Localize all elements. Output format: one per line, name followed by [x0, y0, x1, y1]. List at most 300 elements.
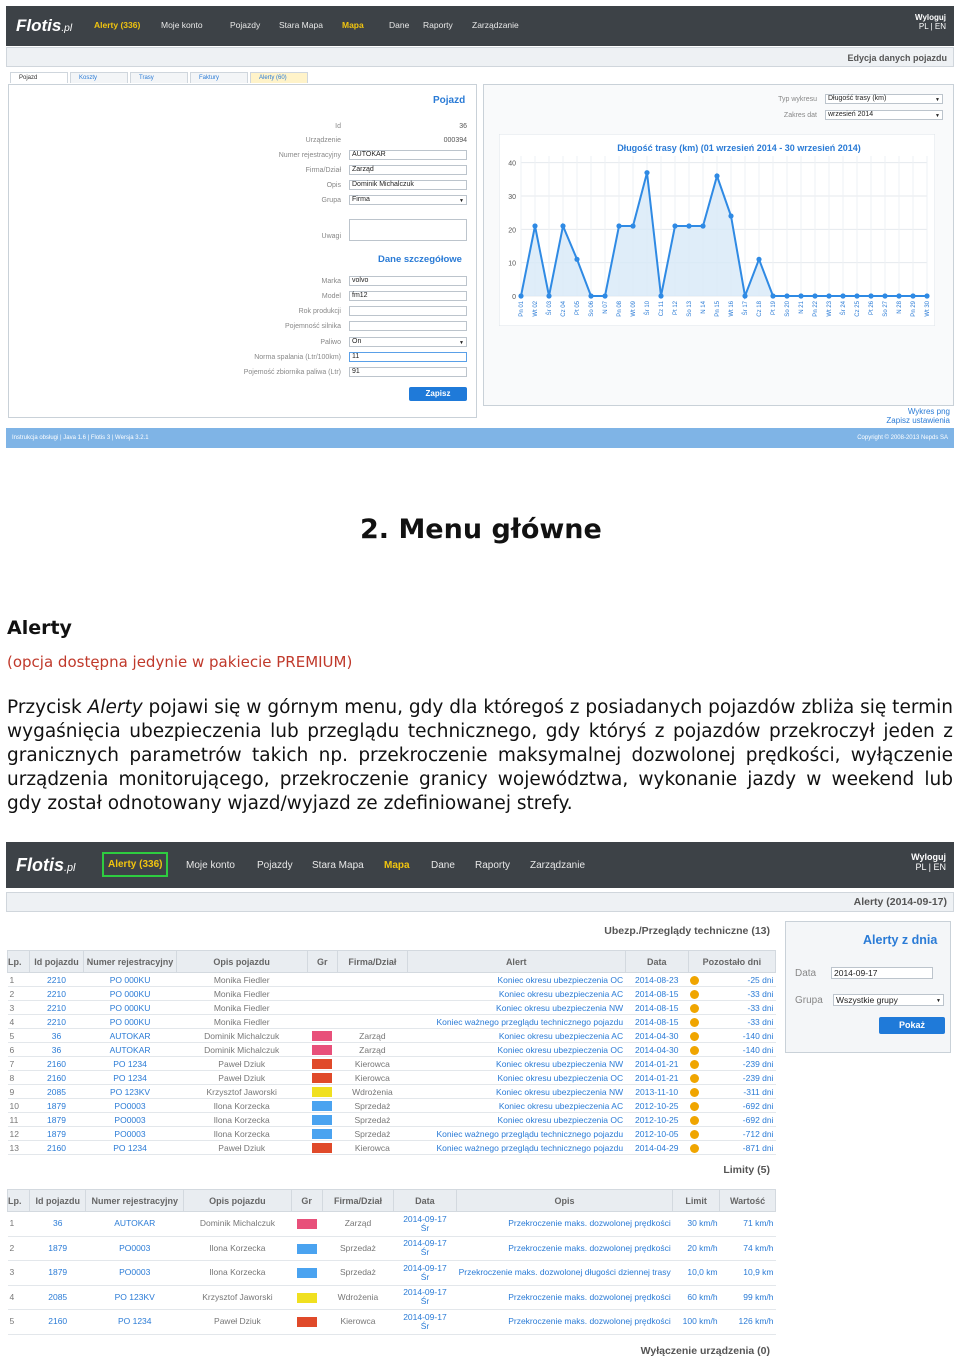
limit-header-wartosc[interactable]: Wartość — [720, 1190, 776, 1212]
cell-reg[interactable]: PO 000KU — [84, 987, 177, 1001]
nav-item-bottom-dane[interactable]: Dane — [431, 860, 455, 871]
limits-table — [7, 1189, 776, 1335]
nav-item-bottom-mapa[interactable]: Mapa — [384, 860, 410, 871]
tab-alerty-60[interactable]: Alerty (60) — [250, 72, 308, 83]
cell-id[interactable]: 36 — [29, 1043, 83, 1057]
cell-data: 2012-10-25 — [625, 1113, 688, 1127]
group-color-swatch — [312, 1129, 332, 1139]
nav-item-raporty[interactable]: Raporty — [423, 20, 453, 30]
chart-type-select[interactable] — [825, 94, 943, 104]
detail-input-rok-produkcji[interactable] — [349, 306, 467, 316]
chart-type-label: Typ wykresu — [778, 96, 817, 103]
cell-reg[interactable]: PO 000KU — [84, 1001, 177, 1015]
cell-gr — [307, 1043, 338, 1057]
table-row[interactable] — [8, 1071, 776, 1085]
table-row[interactable] — [8, 1001, 776, 1015]
data-point[interactable] — [700, 223, 705, 228]
x-tick-label: Wt 30 — [925, 301, 931, 317]
chart-png-link[interactable]: Wykres png — [907, 407, 950, 416]
cell-dni — [688, 1043, 775, 1057]
cell-dni — [688, 1029, 775, 1043]
cell-lp: 2 — [8, 987, 30, 1001]
x-tick-label: Pn 01 — [519, 301, 525, 317]
limit-header-firma-dzial[interactable]: Firma/Dział — [322, 1190, 393, 1212]
logo-text: Flotis — [16, 16, 62, 35]
detail-label-pojemosc-zbiornika-paliwa-ltr: Pojemość zbiornika paliwa (Ltr) — [243, 369, 341, 376]
cell-dni — [688, 1099, 775, 1113]
cell-data: 2012-10-25 — [625, 1099, 688, 1113]
table-row[interactable] — [8, 1212, 776, 1237]
warning-dot-icon — [690, 990, 699, 999]
nav-item-pojazdy[interactable]: Pojazdy — [230, 20, 261, 30]
cell-opis: Monika Fiedler — [176, 973, 307, 987]
insp-header-firma-dzial[interactable]: Firma/Dział — [338, 951, 408, 973]
table-row[interactable] — [8, 1141, 776, 1155]
data-point[interactable] — [826, 293, 831, 298]
cell-id[interactable]: 2160 — [29, 1141, 83, 1155]
group-color-swatch — [297, 1244, 317, 1254]
y-tick-label: 0 — [512, 294, 516, 301]
table-row[interactable] — [8, 1285, 776, 1310]
cell-id[interactable]: 1879 — [29, 1113, 83, 1127]
cell-reg[interactable]: PO0003 — [84, 1113, 177, 1127]
x-tick-label: Pn 22 — [813, 301, 819, 317]
x-tick-label: Pt 26 — [869, 301, 875, 316]
para-alerty-italic: Alerty — [87, 697, 143, 718]
x-tick-label: Wt 23 — [827, 301, 833, 317]
data-point[interactable] — [546, 293, 551, 298]
cell-id[interactable]: 2210 — [29, 973, 83, 987]
data-point[interactable] — [742, 293, 747, 298]
nav-item-bottom-alerty-336[interactable]: Alerty (336) — [102, 852, 168, 877]
nav-item-bottom-pojazdy[interactable]: Pojazdy — [257, 860, 293, 871]
top-navbar — [6, 6, 954, 46]
limit-header-numer-rejestracyjny[interactable]: Numer rejestracyjny — [86, 1190, 184, 1212]
data-point[interactable] — [518, 293, 523, 298]
table-row[interactable] — [8, 1043, 776, 1057]
cell-lp: 4 — [8, 1015, 30, 1029]
data-point[interactable] — [756, 257, 761, 262]
cell-reg[interactable]: PO 1234 — [86, 1310, 184, 1335]
detail-value-pojemosc-zbiornika-paliwa-ltr: 91 — [352, 368, 360, 375]
insp-header-alert[interactable]: Alert — [407, 951, 625, 973]
cell-alert: Koniec okresu ubezpieczenia NW — [407, 1001, 625, 1015]
table-row[interactable] — [8, 1057, 776, 1071]
detail-label-norma-spalania-ltr-100km: Norma spalania (Ltr/100km) — [254, 354, 341, 361]
cell-limit: 10,0 km — [673, 1261, 720, 1286]
insp-header-gr[interactable]: Gr — [307, 951, 338, 973]
table-row[interactable] — [8, 1015, 776, 1029]
detail-label-paliwo: Paliwo — [320, 339, 341, 346]
alerts-subbar-title: Alerty (2014-09-17) — [853, 896, 947, 908]
cell-alert: Koniec okresu ubezpieczenia AC — [407, 1029, 625, 1043]
subbar-title: Edycja danych pojazdu — [847, 53, 947, 63]
cell-gr — [307, 1085, 338, 1099]
group-color-swatch — [297, 1317, 317, 1327]
data-point[interactable] — [602, 293, 607, 298]
cell-gr — [291, 1261, 322, 1286]
show-button[interactable]: Pokaż — [879, 1017, 945, 1034]
language-switch-bottom[interactable]: PL | EN — [915, 862, 946, 873]
limit-header-opis[interactable]: Opis — [456, 1190, 673, 1212]
cell-firma — [338, 1015, 408, 1029]
x-tick-label: So 06 — [589, 301, 595, 317]
cell-reg[interactable]: PO 123KV — [84, 1085, 177, 1099]
group-color-swatch — [297, 1268, 317, 1278]
table-row[interactable] — [8, 1085, 776, 1099]
table-row[interactable] — [8, 1113, 776, 1127]
field-label-firma-dzial: Firma/Dział — [305, 167, 341, 174]
limit-header-id-pojazdu[interactable]: Id pojazdu — [30, 1190, 86, 1212]
cell-alert: Koniec okresu ubezpieczenia AC — [407, 987, 625, 1001]
group-select-top-value: Firma — [352, 196, 370, 203]
notes-textarea[interactable] — [349, 219, 467, 241]
days-left: -871 dni — [742, 1142, 774, 1153]
section-heading: 2. Menu główne — [360, 514, 602, 545]
insp-header-data[interactable]: Data — [625, 951, 688, 973]
insp-header-numer-rejestracyjny[interactable]: Numer rejestracyjny — [84, 951, 177, 973]
table-row[interactable] — [8, 1099, 776, 1113]
tab-pojazd[interactable]: Pojazd — [10, 72, 68, 83]
detail-input-pojemnosc-silnika[interactable] — [349, 321, 467, 331]
data-point[interactable] — [630, 223, 635, 228]
detail-input-marka[interactable] — [349, 276, 467, 286]
footer-left-links[interactable]: Instrukcja obsługi | Java 1.6 | Flotis 3 | Wersja 3.2.1 — [12, 435, 149, 441]
cell-dni — [688, 1113, 775, 1127]
table-row[interactable] — [8, 973, 776, 987]
nav-item-bottom-moje-konto[interactable]: Moje konto — [186, 860, 235, 871]
cell-id[interactable]: 1879 — [30, 1261, 86, 1286]
cell-dni — [688, 1057, 775, 1071]
group-color-swatch — [312, 1059, 332, 1069]
days-left: -25 dni — [747, 974, 774, 985]
cell-data — [394, 1310, 457, 1335]
x-tick-label: N 14 — [701, 301, 707, 314]
field-input-value-opis: Dominik Michalczuk — [352, 181, 414, 188]
detail-label-marka: Marka — [321, 278, 341, 285]
alert-weekday: Śr — [420, 1222, 430, 1233]
cell-reg[interactable]: PO 1234 — [84, 1071, 177, 1085]
cell-id[interactable]: 1879 — [29, 1127, 83, 1141]
cell-data — [394, 1261, 457, 1286]
alert-weekday: Śr — [420, 1320, 430, 1331]
x-tick-label: Wt 02 — [533, 301, 539, 317]
x-tick-label: Cz 04 — [561, 301, 567, 317]
limit-header-limit[interactable]: Limit — [673, 1190, 720, 1212]
cell-firma — [338, 987, 408, 1001]
cell-reg[interactable]: AUTOKAR — [84, 1029, 177, 1043]
data-point[interactable] — [882, 293, 887, 298]
cell-data: 2014-04-30 — [625, 1029, 688, 1043]
top-footer — [6, 428, 954, 448]
warning-dot-icon — [690, 1004, 699, 1013]
nav-item-mapa[interactable]: Mapa — [342, 20, 364, 30]
cell-gr — [307, 1113, 338, 1127]
cell-reg[interactable]: PO0003 — [86, 1261, 184, 1286]
field-input-numer-rejestracyjny[interactable] — [349, 150, 467, 160]
limits-section-title: Limity (5) — [723, 1164, 770, 1176]
logo-text-bottom: Flotis — [16, 855, 64, 875]
x-tick-label: N 21 — [799, 301, 805, 314]
days-left: -33 dni — [747, 1002, 774, 1013]
side-panel-title: Alerty z dnia — [863, 933, 938, 947]
alert-date: 2014-09-17 — [403, 1311, 447, 1322]
cell-gr — [307, 1029, 338, 1043]
date-input[interactable] — [831, 967, 933, 979]
limit-header-gr[interactable]: Gr — [291, 1190, 322, 1212]
cell-gr — [291, 1236, 322, 1261]
nav-item-dane[interactable]: Dane — [389, 20, 410, 30]
cell-firma: Sprzedaż — [338, 1127, 408, 1141]
table-row[interactable] — [8, 1029, 776, 1043]
x-tick-label: Śr 03 — [547, 301, 553, 316]
days-left: -692 dni — [742, 1100, 774, 1111]
warning-dot-icon — [690, 1088, 699, 1097]
data-point[interactable] — [672, 223, 677, 228]
date-range-label: Zakres dat — [783, 112, 817, 119]
days-left: -311 dni — [743, 1086, 774, 1097]
cell-id[interactable]: 2085 — [29, 1085, 83, 1099]
data-point[interactable] — [770, 293, 775, 298]
cell-val: 126 km/h — [720, 1310, 776, 1335]
cell-dni — [688, 1127, 775, 1141]
field-label-grupa: Grupa — [321, 197, 341, 204]
cell-lp: 13 — [8, 1141, 30, 1155]
field-label-uwagi: Uwagi — [321, 233, 341, 240]
cell-gr — [307, 987, 338, 1001]
cell-lp: 9 — [8, 1085, 30, 1099]
nav-item-zarzadzanie[interactable]: Zarządzanie — [472, 20, 519, 30]
data-point[interactable] — [686, 223, 691, 228]
cell-reg[interactable]: PO0003 — [84, 1127, 177, 1141]
data-point[interactable] — [574, 257, 579, 262]
alert-date: 2014-09-17 — [403, 1238, 447, 1249]
alert-date: 2014-09-17 — [403, 1287, 447, 1298]
data-point[interactable] — [588, 293, 593, 298]
logout-area-bottom[interactable] — [911, 852, 946, 873]
table-row[interactable] — [8, 1127, 776, 1141]
cell-gr — [307, 1127, 338, 1141]
data-point[interactable] — [812, 293, 817, 298]
limit-header-data[interactable]: Data — [394, 1190, 457, 1212]
tab-trasy[interactable]: Trasy — [130, 72, 188, 83]
cell-opis: Dominik Michalczuk — [184, 1212, 291, 1237]
y-tick-label: 40 — [508, 160, 516, 168]
cell-alert: Koniec okresu ubezpieczenia NW — [407, 1057, 625, 1071]
cell-gr — [307, 973, 338, 987]
cell-val: 99 km/h — [720, 1285, 776, 1310]
cell-reg[interactable]: PO 1234 — [84, 1057, 177, 1071]
table-row[interactable] — [8, 1236, 776, 1261]
field-input-value-numer-rejestracyjny: AUTOKAR — [352, 151, 386, 158]
detail-input-model[interactable] — [349, 291, 467, 301]
nav-item-bottom-raporty[interactable]: Raporty — [475, 860, 511, 871]
nav-item-stara-mapa[interactable]: Stara Mapa — [279, 20, 323, 30]
cell-reg[interactable]: AUTOKAR — [84, 1043, 177, 1057]
date-range-select[interactable] — [825, 110, 943, 120]
detail-input-norma-spalania-ltr-100km[interactable] — [349, 352, 467, 362]
cell-id[interactable]: 2160 — [29, 1057, 83, 1071]
insp-header-opis-pojazdu[interactable]: Opis pojazdu — [176, 951, 307, 973]
data-point[interactable] — [644, 170, 649, 175]
cell-id[interactable]: 2160 — [30, 1310, 86, 1335]
cell-firma: Zarząd — [322, 1212, 393, 1237]
cell-id[interactable]: 36 — [30, 1212, 86, 1237]
data-point[interactable] — [854, 293, 859, 298]
x-tick-label: Wt 16 — [729, 301, 735, 317]
field-input-firma-dzial[interactable] — [349, 165, 467, 175]
cell-val: 10,9 km — [720, 1261, 776, 1286]
tab-faktury[interactable]: Faktury — [190, 72, 248, 83]
x-tick-label: Pn 08 — [617, 301, 623, 317]
detail-label-rok-produkcji: Rok produkcji — [298, 308, 341, 315]
cell-desc: Przekroczenie maks. dozwolonej prędkości — [456, 1212, 673, 1237]
cell-lp: 3 — [8, 1001, 30, 1015]
detail-input-paliwo[interactable] — [349, 337, 467, 347]
cell-lp: 7 — [8, 1057, 30, 1071]
save-settings-link[interactable]: Zapisz ustawienia — [886, 416, 950, 425]
data-point[interactable] — [868, 293, 873, 298]
cell-val: 71 km/h — [720, 1212, 776, 1237]
flotis-logo[interactable] — [16, 16, 72, 36]
cell-opis: Monika Fiedler — [176, 1015, 307, 1029]
nav-item-bottom-stara-mapa[interactable]: Stara Mapa — [312, 860, 364, 871]
x-tick-label: Cz 18 — [757, 301, 763, 317]
data-point[interactable] — [910, 293, 915, 298]
cell-reg[interactable]: PO0003 — [86, 1236, 184, 1261]
x-tick-label: Śr 17 — [743, 301, 749, 316]
cell-desc: Przekroczenie maks. dozwolonej prędkości — [456, 1310, 673, 1335]
cell-reg[interactable]: PO 123KV — [86, 1285, 184, 1310]
cell-id[interactable]: 2210 — [29, 1015, 83, 1029]
data-point[interactable] — [616, 223, 621, 228]
cell-firma: Sprzedaż — [338, 1099, 408, 1113]
bottom-navbar — [6, 842, 954, 888]
cell-id[interactable]: 2085 — [30, 1285, 86, 1310]
field-input-opis[interactable] — [349, 180, 467, 190]
insp-header-id-pojazdu[interactable]: Id pojazdu — [29, 951, 83, 973]
cell-reg[interactable]: PO 1234 — [84, 1141, 177, 1155]
cell-opis: Monika Fiedler — [176, 1001, 307, 1015]
language-switch[interactable]: PL | EN — [918, 22, 946, 32]
group-color-swatch — [312, 1143, 332, 1153]
logo-suffix: .pl — [61, 23, 73, 34]
cell-alert: Koniec okresu ubezpieczenia NW — [407, 1085, 625, 1099]
days-left: -239 dni — [742, 1072, 774, 1083]
cell-alert: Koniec okresu ubezpieczenia OC — [407, 1113, 625, 1127]
warning-dot-icon — [690, 1116, 699, 1125]
tab-koszty[interactable]: Koszty — [70, 72, 128, 83]
x-tick-label: Pt 19 — [771, 301, 777, 316]
data-point[interactable] — [798, 293, 803, 298]
logout-link-bottom[interactable]: Wyloguj — [911, 852, 946, 862]
data-point[interactable] — [714, 173, 719, 178]
data-point[interactable] — [532, 223, 537, 228]
cell-gr — [307, 1057, 338, 1071]
cell-dni — [688, 1085, 775, 1099]
data-point[interactable] — [560, 223, 565, 228]
cell-opis: Paweł Dziuk — [184, 1310, 291, 1335]
device-off-section-title: Wyłączenie urządzenia (0) — [640, 1345, 770, 1357]
table-row[interactable] — [8, 1261, 776, 1286]
nav-item-bottom-zarzadzanie[interactable]: Zarządzanie — [530, 860, 586, 871]
cell-opis: Ilona Korzecka — [184, 1261, 291, 1286]
nav-item-moje-konto[interactable]: Moje konto — [161, 20, 203, 30]
cell-gr — [307, 1015, 338, 1029]
table-row[interactable] — [8, 1310, 776, 1335]
group-select[interactable] — [833, 994, 944, 1006]
data-point[interactable] — [840, 293, 845, 298]
data-point[interactable] — [784, 293, 789, 298]
x-tick-label: Śr 10 — [645, 301, 651, 316]
cell-id[interactable]: 36 — [29, 1029, 83, 1043]
para-part-2: pojawi się w górnym menu, gdy dla któregoś z posiadanych pojazdów zbliża się termin wygaśnięcia ubezpieczenia lub przeglądu technicznego, gdy któryś z pojazdów przekroczył jeden z granicznych parametrów takich np. przekroczenie maksymalnej dozwolonej prędkości, wyłączenie urządzenia monitorującego, przekroczenie granicy województwa, wykonanie jazdy w weekend lub gdy został odnotowany wjazd/wyjazd ze zdefiniowanej strefy. — [7, 697, 953, 814]
cell-firma: Sprzedaż — [322, 1261, 393, 1286]
limit-header-lp[interactable]: Lp. — [8, 1190, 30, 1212]
cell-reg[interactable]: PO 000KU — [84, 1015, 177, 1029]
cell-gr — [307, 1141, 338, 1155]
flotis-logo-bottom[interactable] — [16, 855, 75, 876]
cell-opis: Paweł Dziuk — [176, 1071, 307, 1085]
cell-id[interactable]: 1879 — [30, 1236, 86, 1261]
alert-weekday: Śr — [420, 1296, 430, 1307]
cell-alert: Koniec okresu ubezpieczenia OC — [407, 1071, 625, 1085]
insp-header-pozostalo-dni[interactable]: Pozostało dni — [688, 951, 775, 973]
cell-alert: Koniec ważnego przeglądu technicznego pojazdu — [407, 1141, 625, 1155]
cell-opis: Ilona Korzecka — [184, 1236, 291, 1261]
cell-data — [394, 1285, 457, 1310]
cell-alert: Koniec okresu ubezpieczenia AC — [407, 1099, 625, 1113]
cell-reg[interactable]: PO0003 — [84, 1099, 177, 1113]
x-tick-label: Śr 24 — [841, 301, 847, 316]
detail-input-pojemosc-zbiornika-paliwa-ltr[interactable] — [349, 367, 467, 377]
warning-dot-icon — [690, 976, 699, 985]
cell-id[interactable]: 2210 — [29, 987, 83, 1001]
cell-dni — [688, 973, 775, 987]
vehicle-panel-title: Pojazd — [433, 95, 466, 106]
cell-gr — [291, 1212, 322, 1237]
field-input-value-firma-dzial: Zarząd — [352, 166, 374, 173]
data-point[interactable] — [924, 293, 929, 298]
date-label: Data — [795, 968, 817, 979]
cell-id[interactable]: 1879 — [29, 1099, 83, 1113]
group-select-top[interactable] — [349, 195, 467, 205]
cell-id[interactable]: 2210 — [29, 1001, 83, 1015]
data-point[interactable] — [728, 213, 733, 218]
save-button[interactable]: Zapisz — [409, 387, 467, 401]
limit-header-opis-pojazdu[interactable]: Opis pojazdu — [184, 1190, 291, 1212]
data-point[interactable] — [896, 293, 901, 298]
alert-date: 2014-09-17 — [403, 1213, 447, 1224]
data-point[interactable] — [658, 293, 663, 298]
days-left: -712 dni — [742, 1128, 774, 1139]
days-left: -239 dni — [742, 1058, 774, 1069]
cell-id[interactable]: 2160 — [29, 1071, 83, 1085]
cell-reg[interactable]: AUTOKAR — [86, 1212, 184, 1237]
cell-data: 2014-04-29 — [625, 1141, 688, 1155]
x-tick-label: Wt 09 — [631, 301, 637, 317]
cell-reg[interactable]: PO 000KU — [84, 973, 177, 987]
table-row[interactable] — [8, 987, 776, 1001]
logout-link[interactable]: Wyloguj — [915, 13, 946, 22]
insp-header-lp[interactable]: Lp. — [8, 951, 30, 973]
warning-dot-icon — [690, 1046, 699, 1055]
cell-data: 2014-01-21 — [625, 1071, 688, 1085]
cell-opis: Dominik Michalczuk — [176, 1029, 307, 1043]
cell-lp: 2 — [8, 1236, 30, 1261]
nav-item-alerty-336[interactable]: Alerty (336) — [94, 20, 141, 30]
logout-area[interactable] — [915, 13, 946, 31]
